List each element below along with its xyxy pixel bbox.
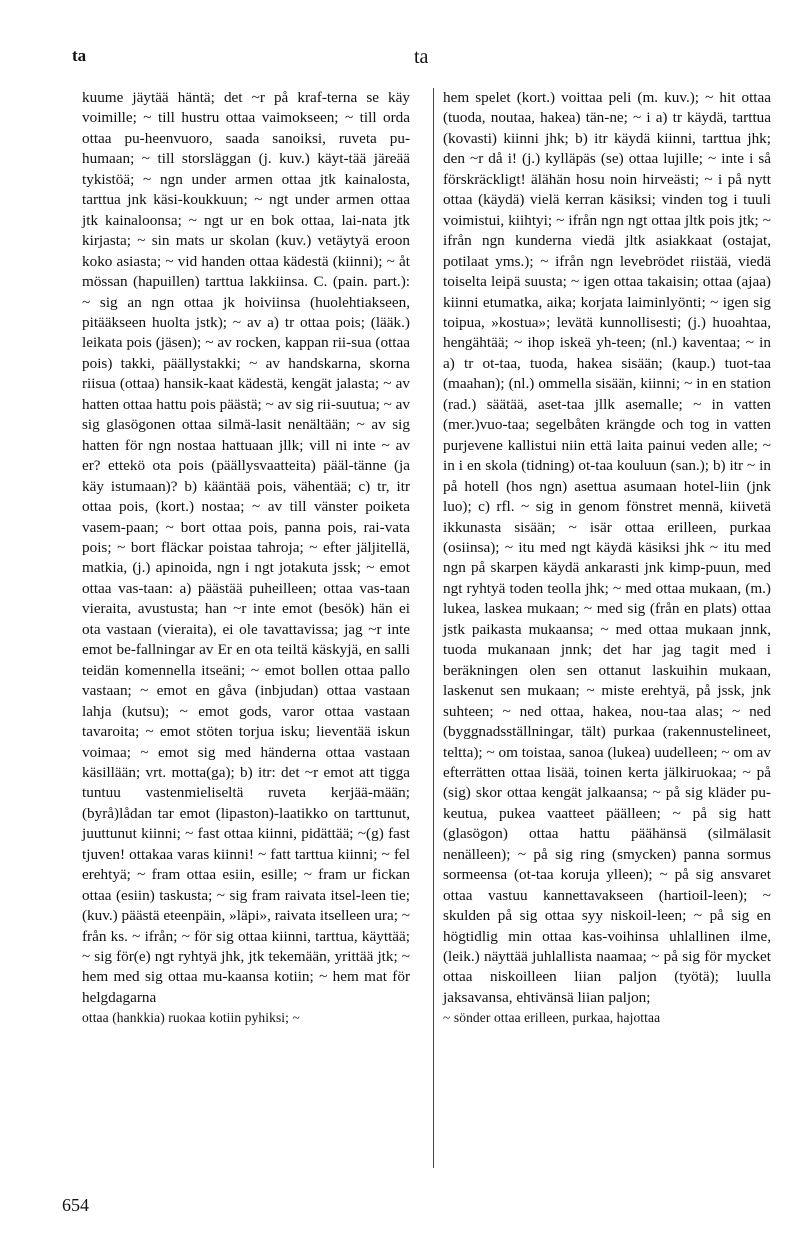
left-column bbox=[82, 88, 410, 1029]
right-column bbox=[443, 88, 771, 1029]
left-column-last-line: ottaa (hankkia) ruokaa kotiin pyhiksi; ~ bbox=[82, 1010, 300, 1026]
column-divider bbox=[433, 88, 434, 1168]
right-column-last-line: ~ sönder ottaa erilleen, purkaa, hajottaa bbox=[443, 1010, 661, 1026]
guide-word-center: ta bbox=[414, 46, 429, 68]
guide-word-left: ta bbox=[72, 46, 87, 65]
right-column-text: hem spelet (kort.) voittaa peli (m. kuv.); ~ hit ottaa (tuoda, noutaa, hakea) tän-ne; ~ i a) tr käydä, tarttua (kovasti) kiinni jhk; b) itr käydä kiinni, tarttua jhk; den ~r då i! (j.) kylläpäs (se) ottaa lujille; ~ inte i så förskräckligt! älähän hosu noin hirveästi; ~ i på nytt ottaa (käydä) vielä kerran käsiksi; vinden tog i tuuli voimistui, kiihtyi; ~ ifrån ngn ngt ottaa jltk pois jtk; ~ ifrån ngn kunderna viedä jltk asiakkaat (ostajat, potilaat yms.); ~ ifrån ngn levebrödet riistää, viedä toiselta leipä suusta; ~ igen ottaa takaisin; ottaa (ajaa) kiinni etumatka, aika; korjata laiminlyönti; ~ igen sig toipua, »kostua»; levätä kunnollisesti; (j.) huoahtaa, hengähtää; ~ ihop iskeä yh-teen; (nl.) kaventaa; ~ in a) tr ot-taa, tuoda, hakea sisään; (kaup.) tuot-taa (maahan); (nl.) ommella sisään, kiinni; ~ in en station (rad.) säätää, aset-taa jllk asemalle; ~ in vatten (mer.)vuo-taa; segelbåten krängde och tog in vatten purjevene kallistui niin että laita painui veden alle; ~ in i en skola (tidning) ot-taa kouluun (san.); b) itr ~ in på hotell (hos ngn) asettua asumaan hotel-liin (jnk luo); c) rfl. ~ sig in genom fönstret mennä, kiivetä ikkunasta sisään; ~ isär ottaa erilleen, purkaa (osiinsa); ~ itu med ngt käydä käsiksi jhk ~ itu med ngn på skarpen käydä ankarasti jnk kimp-puun, med ngt ryhtyä toden teolla jhk; ~ med ottaa mukaan, (m.) lukea, laskea mukaan; ~ med sig (från en plats) ottaa jstk paikasta mukaansa; ~ med ottaa mukaan jnnk, tuoda mukanaan jnnk; det har jag tagit med i beräkningen olen sen ottanut laskuihin mukaan, laskenut sen mukaan; ~ miste erehtyä, på jssk, jnk suhteen; ~ ned ottaa, hakea, nou-taa alas; ~ ned (byggnadsställningar, tält) purkaa (rakennustelineet, teltta); ~ om toistaa, sanoa (lukea) uudelleen; ~ om av efterrätten ottaa lisää, toinen kerta jälkiruokaa; ~ på (sig) skor ottaa kengät jalkaansa; ~ på sig kläder pu-keutua, pukea vaatteet päälleen; ~ på sig hatt (glasögon) ottaa hattu päähänsä (silmälasit nenälleen); ~ på sig ring (smycken) panna sormus sormeensa (ot-taa koruja ylleen); ~ på sig ansvaret ottaa vastuu kannettavakseen (hartioil-leen); ~ skulden på sig ottaa syy niskoil-leen; ~ på sig en högtidlig min ottaa kas-voihinsa uhlallinen ilme, (leik.) näyttää juhlallista naamaa; ~ på sig för mycket ottaa niskoilleen liian paljon (työtä); luulla jaksavansa, ehtivänsä liian paljon; bbox=[443, 89, 771, 1006]
left-column-text: kuume jäytää häntä; det ~r på kraf-terna se käy voimille; ~ till hustru ottaa vaimokseen; ~ till orda ottaa pu-heenvuoro, saada sanoiksi, ruveta pu-humaan; ~ till storsläggan (j. kuv.) käyt-tää järeää tykistöä; ~ ngn under armen ottaa jtk kainalosta, tarttua jnk käsi-koukkuun; ~ ngt under armen ottaa jtk kainaloonsa; ~ ngt ur en bok ottaa, lai-nata jtk kirjasta; ~ sin mats ur skolan (kuv.) vetäytyä eroon koko asiasta; ~ vid handen ottaa kädestä (kiinni); ~ åt mössan (hapuillen) tarttua lakkiinsa. C. (pain. part.): ~ sig an ngn ottaa jk hoiviinsa (huolehtiakseen, pitääkseen huolta jstk); ~ av a) tr ottaa pois; (lääk.) leikata pois (jäsen); ~ av rocken, kappan rii-sua (ottaa pois) takki, päällystakki; ~ av handskarna, skorna riisua (ottaa) hansik-kaat kädestä, kengät jalasta; ~ av hatten ottaa hattu pois päästä; ~ av sig rii-suutua; ~ av sig glasögonen ottaa silmä-lasit nenältään; ~ av sig hatten för ngn nostaa hattuaan jllk; vill ni inte ~ av er? ettekö ota pois (päällysvaatteita) pääl-tänne (ja käy istumaan)? b) kääntää pois, vähentää; c) tr, itr ottaa pois, (kort.) nostaa; ~ av till vänster poiketa vasem-paan; ~ bort ottaa pois, panna pois, rai-vata pois; ~ bort fläckar poistaa tahroja; ~ efter jäljitellä, matkia, (j.) apinoida, ngn i ngt jotakuta jssk; ~ emot ottaa vas-taan: a) päästää puheilleen; ottaa vas-taan vieraita, avustusta; han ~r inte emot (besök) hän ei ota vastaan (vieraita), ei ole tavattavissa; jag ~r inte emot be-fallningar av Er en ota teiltä käskyjä, en salli teidän komennella itseäni; ~ emot bollen ottaa pallo vastaan; ~ emot en gåva (inbjudan) ottaa vastaan lahja (kutsu); ~ emot gods, varor ottaa vastaan tavaroita; ~ emot stöten torjua isku; lieventää iskun voimaa; ~ emot sig med händerna ottaa vastaan käsillään; vrt. motta(ga); b) itr: det ~r emot att tigga tuntuu vastenmieliseltä ruveta kerjää-mään; (byrå)lådan tar emot (lipaston)-laatikko on tarttunut, juuttunut kiinni; ~ fast ottaa kiinni, pidättää; ~(g) fast tjuven! ottakaa varas kiinni! ~ fatt tarttua kiinni; ~ fel erehtyä; ~ fram ottaa esiin, esille; ~ fram ur fickan ottaa (esiin) taskusta; ~ sig fram raivata itsel-leen tie; (kuv.) päästä eteenpäin, »läpi», raivata itselleen ura; ~ från ks. ~ ifrån; ~ för sig ottaa kiinni, tarttua, käyttää; ~ sig för(e) ngt ryhtyä jhk, jtk tekemään, yrittää jtk; ~ hem med sig ottaa mu-kaansa kotiin; ~ hem mat för helgdagarna bbox=[82, 89, 410, 1006]
running-header bbox=[0, 46, 800, 76]
page-number: 654 bbox=[62, 1195, 89, 1215]
